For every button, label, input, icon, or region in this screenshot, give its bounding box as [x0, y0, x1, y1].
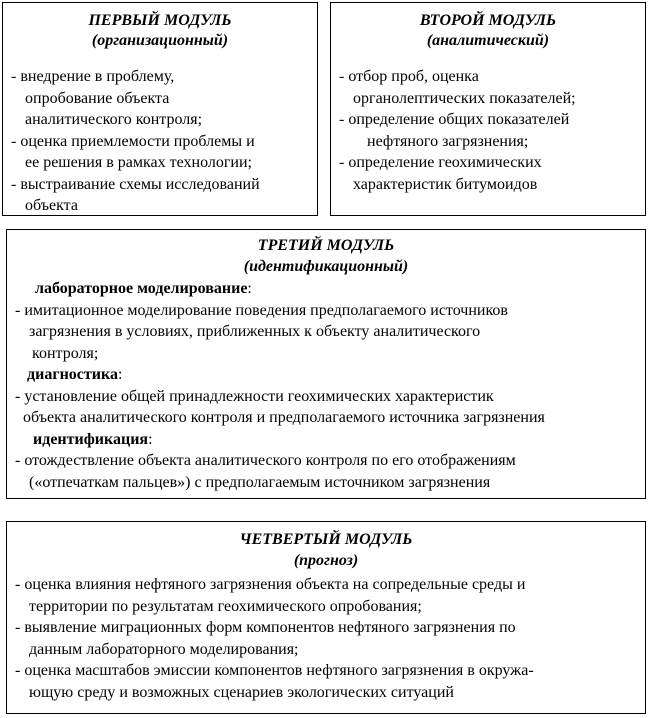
section-heading-lab-modeling: лабораторное моделирование: — [35, 280, 252, 297]
module-2-title: ВТОРОЙ МОДУЛЬ — [419, 12, 557, 29]
list-item: контроля; — [32, 344, 99, 362]
list-item: - выявление миграционных форм компонентов нефтяного загрязнения по — [15, 619, 516, 636]
list-item: органолептических показателей; — [353, 89, 576, 107]
list-item: ющую среду и возможных сценариев экологических ситуаций — [29, 683, 454, 701]
list-item: - определение общих показателей — [339, 111, 570, 128]
section-heading-identification: идентификация: — [33, 430, 153, 448]
list-item: территории по результатам геохимического опробования; — [29, 597, 422, 615]
list-item: - установление общей принадлежности геохимических характеристик — [15, 387, 494, 405]
list-item: - отождествление объекта аналитического контроля по его отображениям — [15, 452, 516, 469]
list-item: аналитического контроля; — [25, 111, 203, 128]
module-3-subtitle: (идентификационный) — [243, 258, 409, 275]
module-3-box — [6, 229, 646, 499]
list-item: - оценка влияния нефтяного загрязнения объекта на сопредельные среды и — [15, 576, 526, 593]
module-1-subtitle: (организационный) — [91, 32, 229, 49]
list-item: опробование объекта — [25, 89, 170, 107]
module-2-box — [330, 2, 646, 216]
section-heading-diagnostics: диагностика: — [27, 366, 123, 383]
module-2-list — [339, 66, 576, 195]
module-1-list — [11, 66, 260, 217]
list-item: характеристик битумоидов — [353, 175, 538, 193]
list-item: нефтяного загрязнения; — [367, 132, 529, 150]
list-item: загрязнения в условиях, приближенных к объекту аналитического — [29, 323, 481, 340]
list-item: («отпечаткам пальцев») с предполагаемым источником загрязнения — [29, 473, 491, 491]
module-1-title: ПЕРВЫЙ МОДУЛЬ — [88, 12, 232, 29]
list-item: объекта — [25, 197, 78, 214]
module-3-content — [15, 278, 545, 493]
module-4-subtitle: (прогноз) — [293, 552, 359, 569]
module-2-subtitle: (аналитический) — [426, 32, 550, 49]
module-4-title: ЧЕТВЕРТЫЙ МОДУЛЬ — [239, 531, 413, 548]
list-item: - оценка масштабов эмиссии компонентов нефтяного загрязнения в окружа- — [15, 662, 534, 679]
module-3-title: ТРЕТИЙ МОДУЛЬ — [257, 237, 395, 254]
list-item: - имитационное моделирование поведения предполагаемого источников — [15, 301, 508, 319]
module-4-box — [6, 521, 646, 714]
module-4-list — [15, 574, 534, 703]
list-item: - определение геохимических — [339, 154, 542, 171]
list-item: данным лабораторного моделирования; — [29, 640, 299, 658]
list-item: - внедрение в проблему, — [11, 68, 175, 85]
list-item: - выстраивание схемы исследований — [11, 175, 260, 193]
list-item: ее решения в рамках технологии; — [25, 154, 252, 171]
list-item: - отбор проб, оценка — [339, 68, 479, 85]
module-1-box — [2, 2, 318, 216]
list-item: - оценка приемлемости проблемы и — [11, 132, 255, 150]
list-item: объекта аналитического контроля и предполагаемого источника загрязнения — [23, 409, 545, 426]
